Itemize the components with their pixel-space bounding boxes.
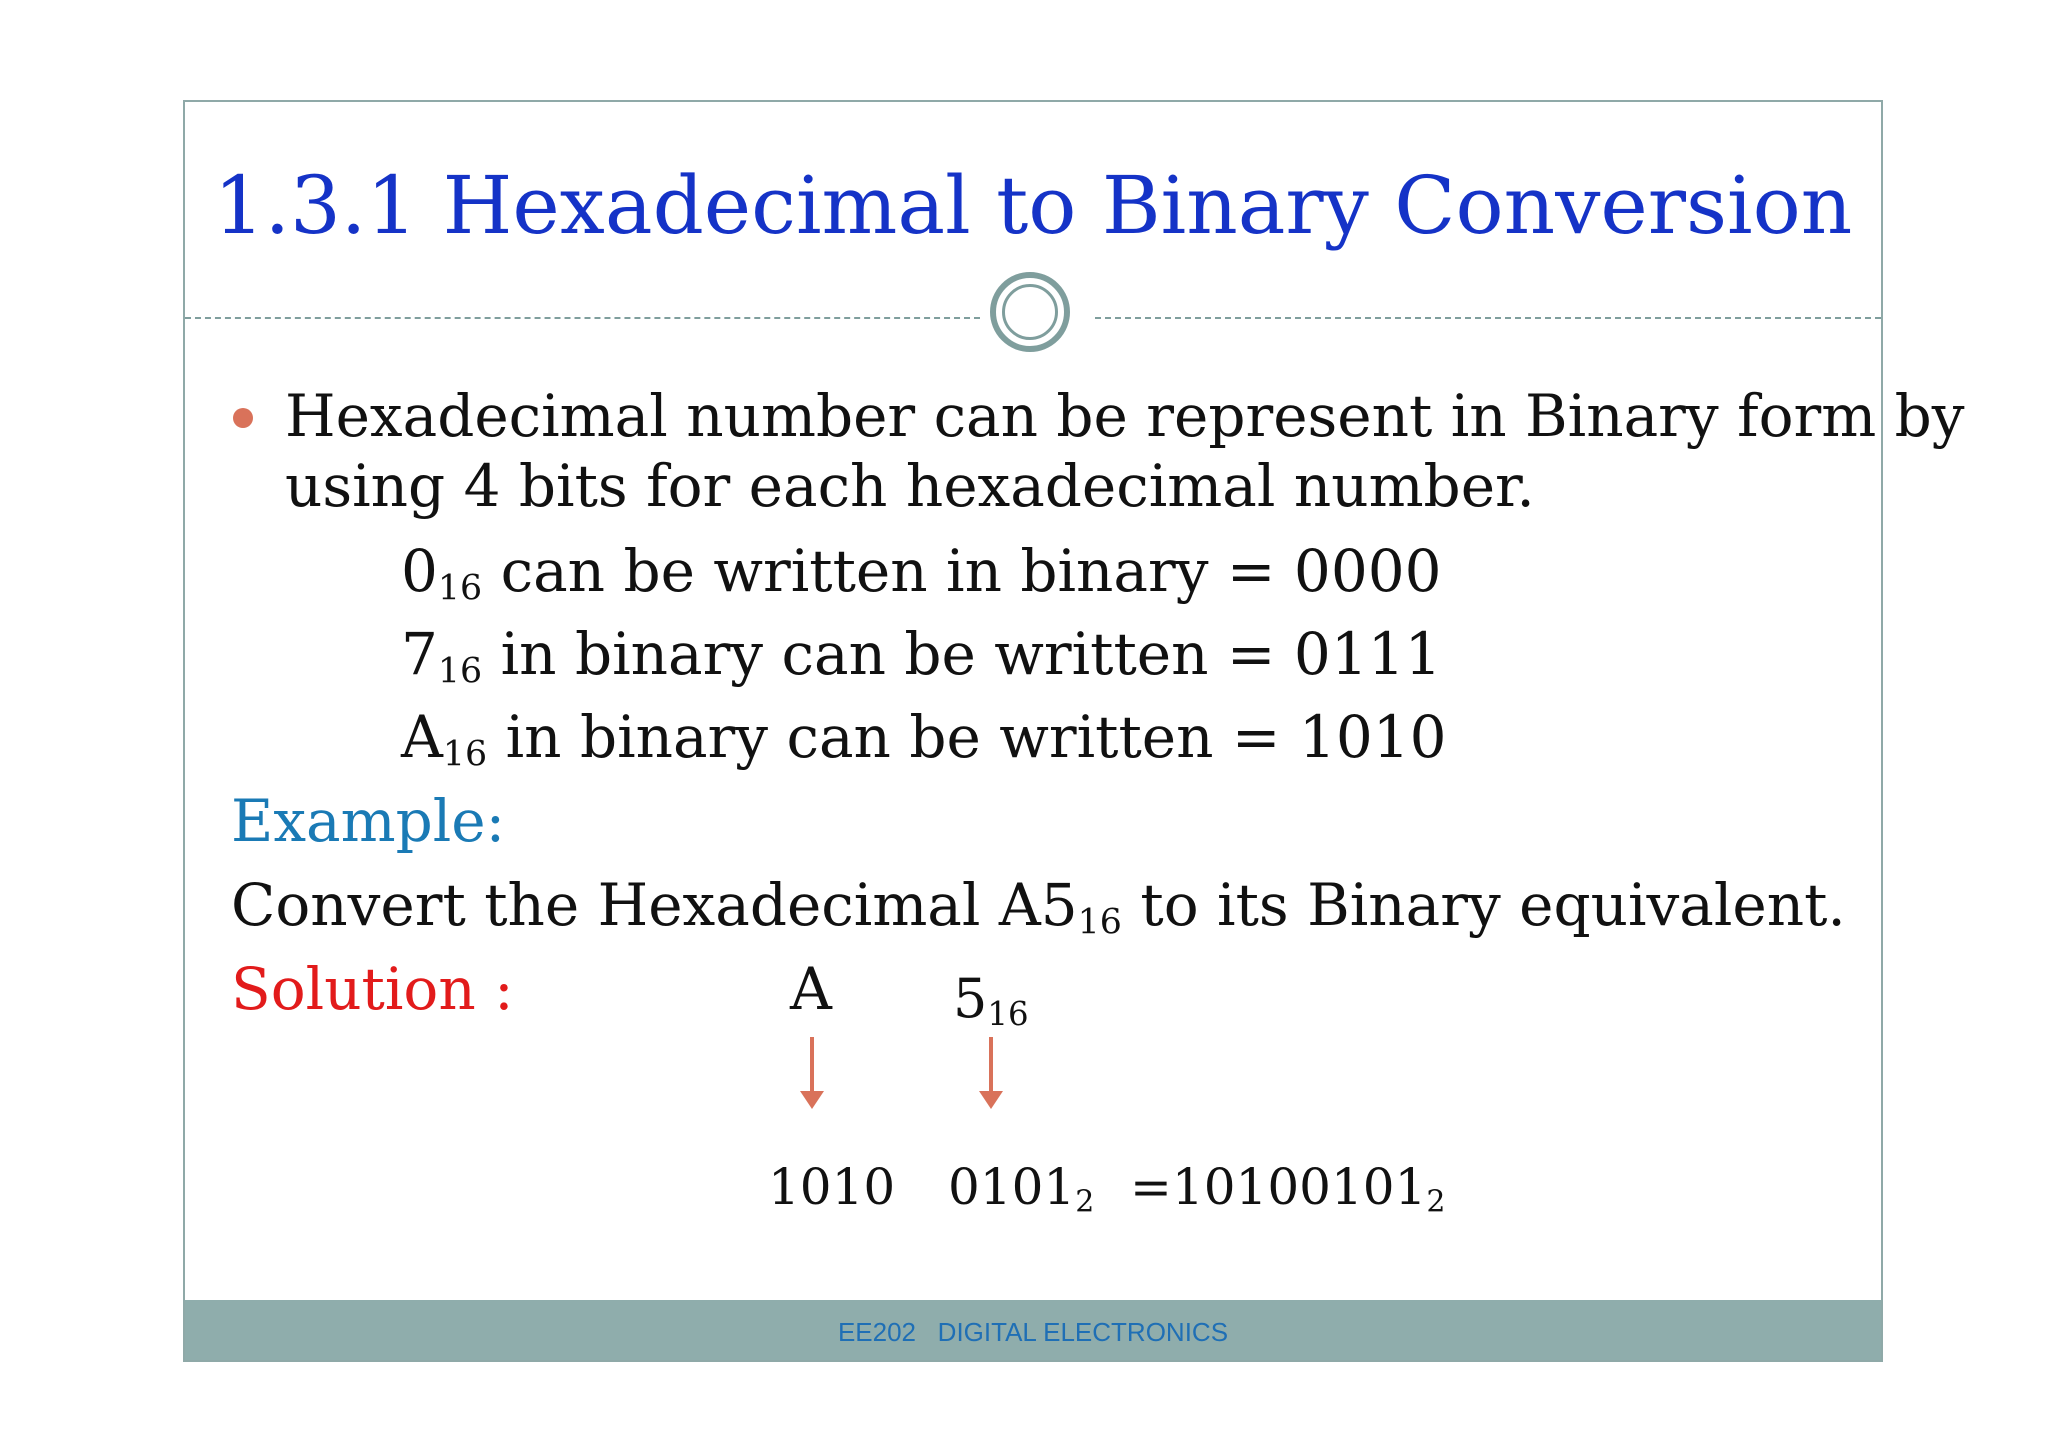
conversion-base: 16 xyxy=(442,734,488,775)
bin-5: 0101 xyxy=(948,1158,1076,1216)
conversion-line-2 xyxy=(401,703,1447,775)
conversion-base: 16 xyxy=(437,651,483,692)
example-prompt xyxy=(231,871,1846,943)
binary-result xyxy=(1130,1158,1446,1220)
prompt-base: 16 xyxy=(1077,902,1122,943)
bullet-dot-icon xyxy=(233,408,253,428)
result-value: 10100101 xyxy=(1171,1158,1427,1216)
bullet-line-1: Hexadecimal number can be represent in Binary form by xyxy=(285,382,1965,450)
result-base: 2 xyxy=(1426,1184,1446,1220)
conversion-line-0 xyxy=(401,537,1442,609)
divider-right xyxy=(1095,317,1881,319)
conversion-text: in binary can be written = 1010 xyxy=(487,703,1447,771)
circle-ornament-icon xyxy=(990,272,1070,352)
digit-5: 5 xyxy=(953,967,988,1030)
bin-5-base: 2 xyxy=(1075,1184,1095,1220)
conversion-line-1 xyxy=(401,620,1442,692)
binary-of-a: 1010 xyxy=(768,1158,896,1216)
conversion-digit: A xyxy=(401,703,443,771)
result-prefix: = xyxy=(1130,1158,1172,1216)
arrow-down-icon xyxy=(810,1037,814,1105)
binary-of-5 xyxy=(948,1158,1095,1220)
arrow-down-icon xyxy=(989,1037,993,1105)
conversion-digit: 0 xyxy=(401,537,438,605)
footer-text: EE202 DIGITAL ELECTRONICS xyxy=(837,1317,1229,1347)
slide xyxy=(183,100,1965,1362)
prompt-before: Convert the Hexadecimal A5 xyxy=(231,871,1078,939)
conversion-text: in binary can be written = 0111 xyxy=(482,620,1442,688)
solution-label: Solution : xyxy=(231,955,514,1023)
bullet-line-2: using 4 bits for each hexadecimal number. xyxy=(285,452,1535,520)
conversion-digit: 7 xyxy=(401,620,438,688)
solution-digit-a: A xyxy=(790,955,832,1023)
footer-bar xyxy=(185,1300,1881,1360)
example-label: Example: xyxy=(231,787,506,855)
conversion-text: can be written in binary = 0000 xyxy=(482,537,1442,605)
conversion-base: 16 xyxy=(437,568,483,609)
divider-left xyxy=(185,317,980,319)
slide-title: 1.3.1 Hexadecimal to Binary Conversion xyxy=(213,159,1853,252)
solution-digit-5 xyxy=(953,967,1029,1034)
digit-5-base: 16 xyxy=(987,995,1029,1034)
prompt-after: to its Binary equivalent. xyxy=(1121,871,1846,939)
